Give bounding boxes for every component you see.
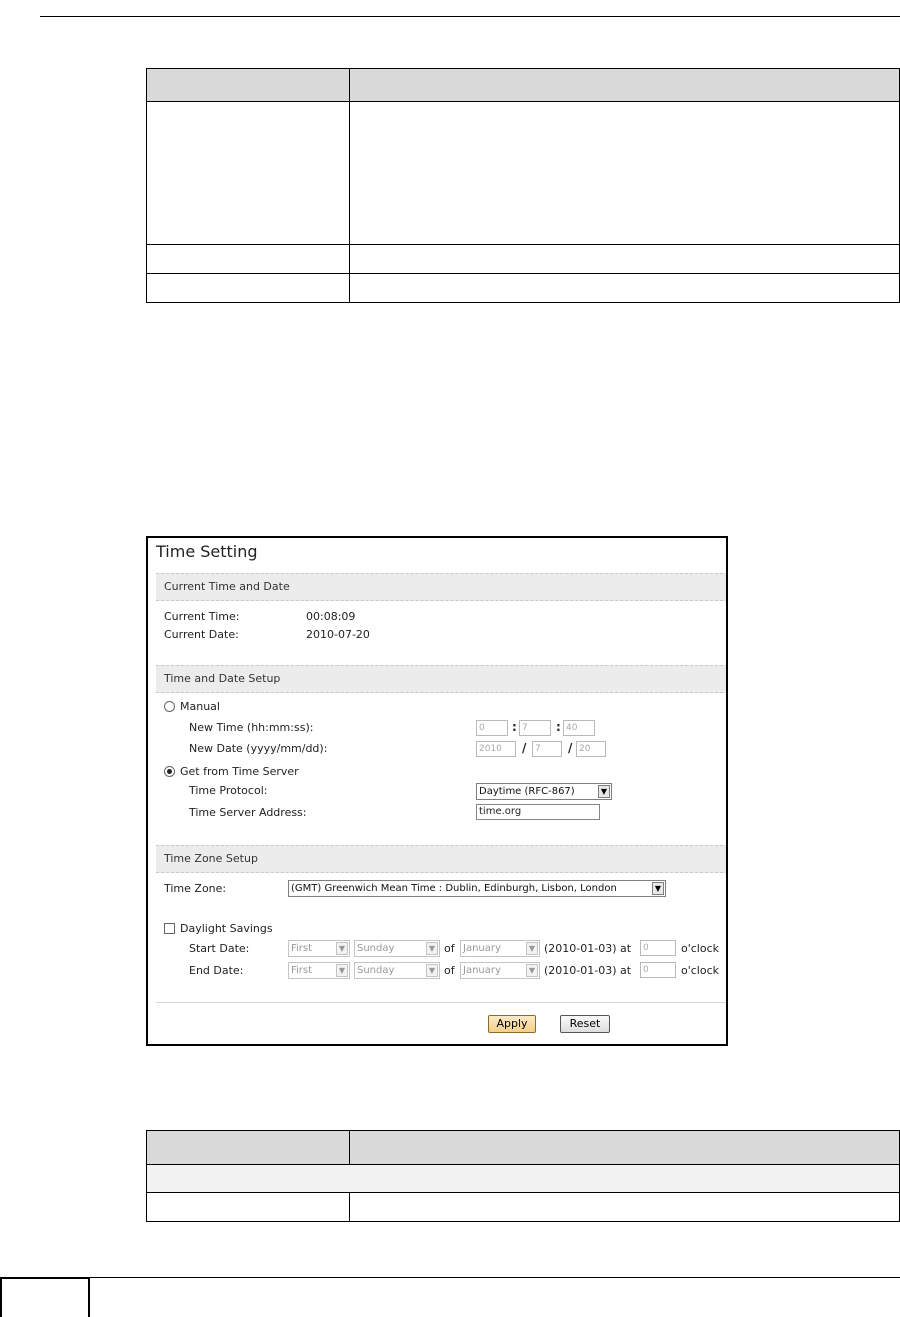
time-server-label: Get from Time Server: [180, 765, 299, 778]
start-month-value: January: [463, 943, 501, 954]
start-date-text: (2010-01-03) at: [544, 942, 632, 955]
time-setting-panel: [146, 536, 728, 1046]
upper-doc-table: [146, 68, 900, 303]
radio-selected-dot: [167, 769, 172, 774]
new-date-month-input[interactable]: 7: [532, 741, 562, 757]
table-cell: [350, 1193, 900, 1222]
start-week-value: First: [291, 943, 313, 954]
apply-button[interactable]: Apply: [488, 1015, 536, 1033]
start-week-select[interactable]: [288, 940, 350, 957]
time-protocol-label: Time Protocol:: [189, 784, 268, 797]
current-time-section-header: [156, 573, 728, 601]
chevron-down-icon: ▼: [426, 942, 438, 955]
reset-button[interactable]: Reset: [560, 1015, 610, 1033]
end-of-text: of: [444, 964, 455, 977]
table-cell: [350, 245, 900, 274]
end-month-value: January: [463, 965, 501, 976]
current-time-value: 00:08:09: [306, 610, 356, 623]
end-date-label: End Date:: [189, 964, 244, 977]
table-header-cell: [350, 69, 900, 102]
table-header-row: [147, 69, 900, 102]
table-cell: [147, 274, 350, 303]
chevron-down-icon: ▼: [598, 785, 610, 798]
time-zone-select[interactable]: [288, 880, 666, 897]
section-title: Time and Date Setup: [164, 672, 281, 685]
time-separator: :: [512, 720, 517, 734]
manual-label: Manual: [180, 700, 220, 713]
end-hour-input[interactable]: 0: [640, 962, 676, 978]
chevron-down-icon: ▼: [526, 942, 538, 955]
date-separator: /: [568, 741, 573, 755]
button-bar-divider: [156, 1002, 726, 1003]
date-separator: /: [522, 741, 527, 755]
time-date-setup-section-header: [156, 665, 728, 693]
table-row: [147, 274, 900, 303]
table-header-cell: [147, 69, 350, 102]
start-hour-input[interactable]: 0: [640, 940, 676, 956]
table-cell: [147, 102, 350, 245]
end-week-value: First: [291, 965, 313, 976]
start-month-select[interactable]: [460, 940, 540, 957]
chevron-down-icon: ▼: [652, 882, 664, 895]
time-zone-section-header: [156, 845, 728, 873]
end-date-text: (2010-01-03) at: [544, 964, 632, 977]
table-cell: [350, 274, 900, 303]
manual-radio[interactable]: [164, 701, 175, 712]
page-title: Time Setting: [156, 542, 258, 561]
time-protocol-select[interactable]: [476, 783, 612, 800]
new-time-second-input[interactable]: 40: [563, 720, 595, 736]
new-time-label: New Time (hh:mm:ss):: [189, 721, 314, 734]
end-day-select[interactable]: [354, 962, 440, 979]
start-date-label: Start Date:: [189, 942, 250, 955]
current-time-label: Current Time:: [164, 610, 240, 623]
table-row: [147, 245, 900, 274]
chevron-down-icon: ▼: [526, 964, 538, 977]
page-header-rule: [40, 16, 900, 17]
time-zone-label: Time Zone:: [164, 882, 227, 895]
time-server-radio[interactable]: [164, 766, 175, 777]
time-zone-value: (GMT) Greenwich Mean Time : Dublin, Edinburgh, Lisbon, London: [291, 883, 617, 894]
new-date-day-input[interactable]: 20: [576, 741, 606, 757]
daylight-savings-label: Daylight Savings: [180, 922, 273, 935]
page-footer-rule: [90, 1277, 900, 1278]
table-row: [147, 102, 900, 245]
start-day-value: Sunday: [357, 943, 395, 954]
current-date-value: 2010-07-20: [306, 628, 370, 641]
new-time-minute-input[interactable]: 7: [519, 720, 551, 736]
start-oclock-text: o'clock: [681, 942, 720, 955]
end-oclock-text: o'clock: [681, 964, 720, 977]
start-of-text: of: [444, 942, 455, 955]
section-title: Time Zone Setup: [164, 852, 258, 865]
end-month-select[interactable]: [460, 962, 540, 979]
chevron-down-icon: ▼: [336, 964, 348, 977]
new-time-hour-input[interactable]: 0: [476, 720, 508, 736]
time-server-address-label: Time Server Address:: [189, 806, 307, 819]
table-cell: [147, 1193, 350, 1222]
time-protocol-value: Daytime (RFC-867): [479, 786, 575, 797]
table-section-row: [147, 1165, 900, 1193]
table-header-cell: [147, 1131, 350, 1165]
table-cell: [147, 245, 350, 274]
table-row: [147, 1193, 900, 1222]
table-header-row: [147, 1131, 900, 1165]
chevron-down-icon: ▼: [336, 942, 348, 955]
lower-doc-table: [146, 1130, 900, 1222]
time-server-address-input[interactable]: time.org: [476, 804, 600, 820]
table-section-cell: [147, 1165, 900, 1193]
time-separator: :: [556, 720, 561, 734]
table-header-cell: [350, 1131, 900, 1165]
chevron-down-icon: ▼: [426, 964, 438, 977]
table-cell: [350, 102, 900, 245]
end-week-select[interactable]: [288, 962, 350, 979]
new-date-label: New Date (yyyy/mm/dd):: [189, 742, 328, 755]
daylight-savings-checkbox[interactable]: [164, 923, 175, 934]
start-day-select[interactable]: [354, 940, 440, 957]
section-title: Current Time and Date: [164, 580, 290, 593]
current-date-label: Current Date:: [164, 628, 239, 641]
page-number-box: [0, 1277, 90, 1317]
end-day-value: Sunday: [357, 965, 395, 976]
new-date-year-input[interactable]: 2010: [476, 741, 516, 757]
